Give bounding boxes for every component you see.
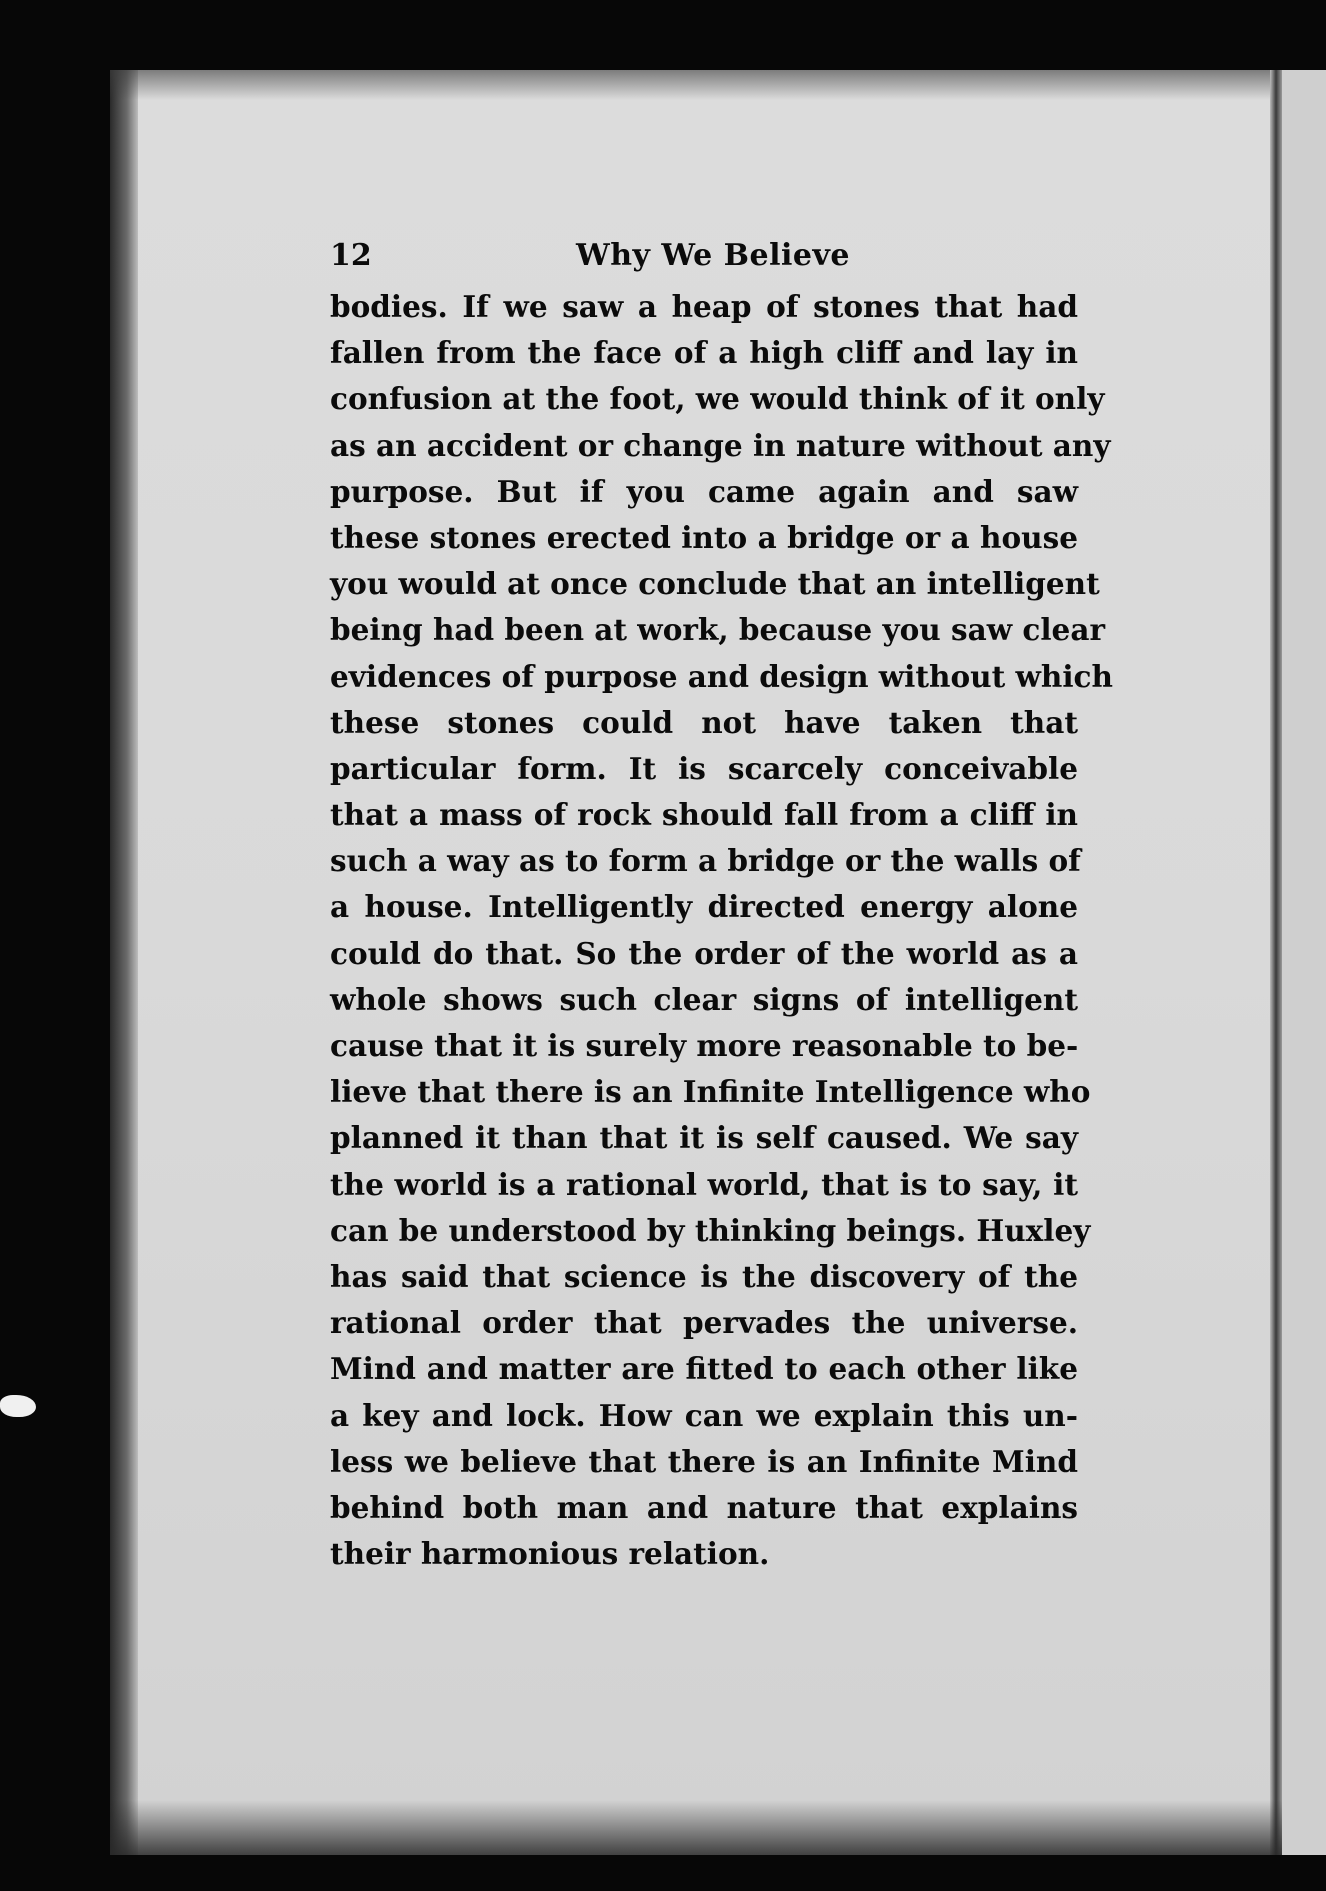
text-line: behind both man and nature that explains <box>330 1489 1078 1525</box>
text-line: cause that it is surely more reasonable to be- <box>330 1028 1079 1063</box>
text-line: these stones erected into a bridge or a house <box>330 519 1078 555</box>
text-line: bodies. If we saw a heap of stones that had <box>330 289 1078 324</box>
page-top-shadow <box>110 70 1282 100</box>
text-line: Mind and matter are fitted to each other like <box>330 1351 1078 1387</box>
text-line: a house. Intelligently directed energy alone <box>330 889 1078 925</box>
text-line: that a mass of rock should fall from a cliff in <box>330 797 1078 833</box>
text-line: evidences of purpose and design without which <box>330 658 1113 694</box>
text-line: has said that science is the discovery of the <box>330 1258 1078 1294</box>
page-gutter <box>1270 70 1282 1855</box>
page-bottom-shadow <box>110 1800 1282 1855</box>
text-line: you would at once conclude that an intelligent <box>330 566 1100 602</box>
text-line: fallen from the face of a high cliff and lay in <box>330 335 1078 371</box>
text-line: planned it than that it is self caused. We say <box>330 1120 1078 1156</box>
text-line: their harmonious relation. <box>330 1536 770 1572</box>
text-line: could do that. So the order of the world as a <box>330 935 1078 971</box>
text-line: lieve that there is an Infinite Intelligence who <box>330 1074 1091 1110</box>
scan-speck <box>0 1395 36 1417</box>
text-line: purpose. But if you came again and saw <box>330 473 1078 509</box>
text-line: particular form. It is scarcely conceivable <box>330 750 1078 786</box>
text-line: these stones could not have taken that <box>330 704 1078 740</box>
text-line: rational order that pervades the universe. <box>330 1305 1078 1341</box>
page-text-block <box>330 238 1113 1577</box>
page-number: 12 <box>330 238 372 273</box>
text-line: as an accident or change in nature without any <box>330 427 1111 463</box>
text-line: less we believe that there is an Infinite Mind <box>330 1443 1078 1479</box>
text-line: can be understood by thinking beings. Huxley <box>330 1212 1091 1248</box>
text-line: such a way as to form a bridge or the walls of <box>330 843 1081 879</box>
text-line: being had been at work, because you saw clear <box>330 612 1105 648</box>
text-line: whole shows such clear signs of intelligent <box>330 981 1078 1017</box>
text-line: a key and lock. How can we explain this un- <box>330 1397 1078 1433</box>
running-title: Why We Believe <box>576 238 850 273</box>
running-head <box>330 238 1078 284</box>
text-line: the world is a rational world, that is to say, it <box>330 1166 1078 1202</box>
text-line: confusion at the foot, we would think of it only <box>330 381 1105 417</box>
page-binding-edge <box>110 70 138 1855</box>
adjacent-page-edge <box>1282 70 1326 1855</box>
body-paragraph <box>330 284 1113 1577</box>
